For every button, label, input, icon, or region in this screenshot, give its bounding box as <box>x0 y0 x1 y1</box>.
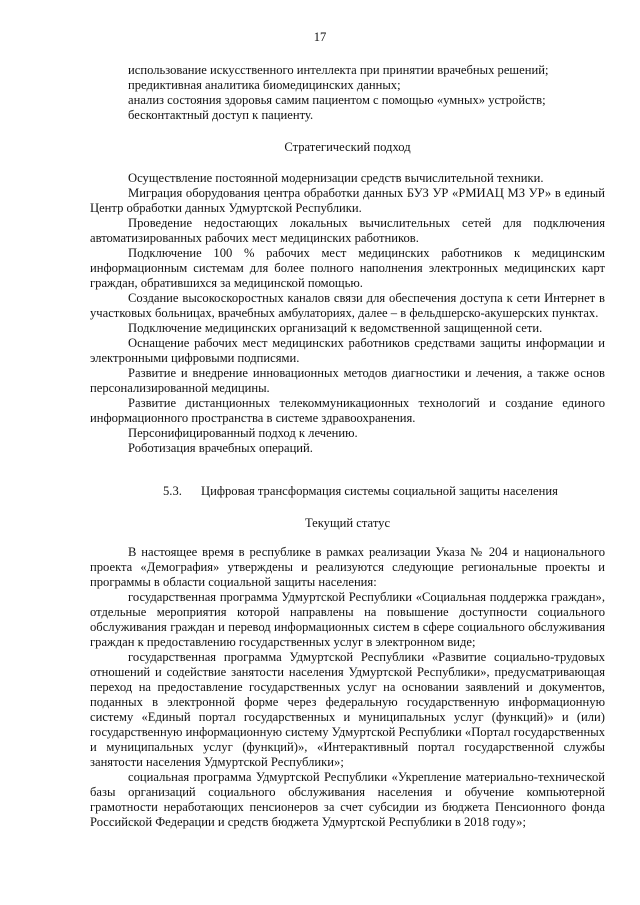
list-item: Персонифицированный подход к лечению. <box>128 426 358 440</box>
list-item: Оснащение рабочих мест медицинских работников средствами защиты информации и электронными цифровыми подписями. <box>90 336 605 365</box>
paragraph: государственная программа Удмуртской Республики «Развитие социально-трудовых отношений и содействие занятости населения Удмуртской Республики», предусматривающая переход на предоставление государственных услуг на основании заявлений и документов, поданных в электронной форме через федеральную государственную информационную систему «Единый портал государственных и муниципальных услуг (функций)» и (или) государственную информационную систему Удмуртской Республики «Портал государственных и муниципальных услуг (функций)», «Интерактивный портал государственной службы занятости населения Удмуртской Республики»; <box>90 650 605 769</box>
paragraph: В настоящее время в республике в рамках реализации Указа № 204 и национального проекта «Демография» утверждены и реализуются следующие региональные проекты и программы в области социальной защиты населения: <box>90 545 605 589</box>
status-body <box>90 545 605 830</box>
list-item: Осуществление постоянной модернизации средств вычислительной техники. <box>128 171 544 185</box>
strategy-heading: Стратегический подход <box>284 140 411 154</box>
list-item: Развитие и внедрение инновационных методов диагностики и лечения, а также основ персонализированной медицины. <box>90 366 605 395</box>
list-item: анализ состояния здоровья самим пациентом с помощью «умных» устройств; <box>128 93 546 107</box>
list-item: Создание высокоскоростных каналов связи для обеспечения доступа к сети Интернет в участковых больницах, врачебных амбулаториях, далее – в фельдшерско-акушерских пунктах. <box>90 291 605 320</box>
paragraph: государственная программа Удмуртской Республики «Социальная поддержка граждан», отдельные мероприятия которой направлены на повышение доступности социального обслуживания граждан и перевод информационных систем в сфере социального обслуживания граждан к предоставлению государственных услуг в электронном виде; <box>90 590 605 649</box>
page-number: 17 <box>313 30 327 44</box>
list-item: Роботизация врачебных операций. <box>128 441 313 455</box>
list-item: Подключение 100 % рабочих мест медицинских работников к медицинским информационным системам для более полного наполнения электронных медицинских карт граждан, обратившихся за медицинской помощью. <box>90 246 605 290</box>
list-item: Проведение недостающих локальных вычислительных сетей для подключения автоматизированных рабочих мест медицинских работников. <box>90 216 605 245</box>
list-item: использование искусственного интеллекта при принятии врачебных решений; <box>128 63 549 77</box>
paragraph: социальная программа Удмуртской Республики «Укрепление материально-технической базы организаций социального обслуживания населения и обучение компьютерной грамотности неработающих пенсионеров за счет субсидии из бюджета Пенсионного фонда Российской Федерации и средств бюджета Удмуртской Республики в 2018 году»; <box>90 770 605 829</box>
strategy-list <box>90 171 605 456</box>
top-list <box>90 63 605 123</box>
list-item: Миграция оборудования центра обработки данных БУЗ УР «РМИАЦ МЗ УР» в единый Центр обработки данных Удмуртской Республики. <box>90 186 605 215</box>
list-item: предиктивная аналитика биомедицинских данных; <box>128 78 401 92</box>
status-heading: Текущий статус <box>304 516 391 530</box>
list-item: бесконтактный доступ к пациенту. <box>128 108 314 122</box>
section-number: 5.3. <box>163 484 182 498</box>
section-heading <box>163 484 603 499</box>
section-title: Цифровая трансформация системы социальной защиты населения <box>201 484 558 498</box>
list-item: Развитие дистанционных телекоммуникационных технологий и создание единого информационного пространства в системе здравоохранения. <box>90 396 605 425</box>
list-item: Подключение медицинских организаций к ведомственной защищенной сети. <box>128 321 543 335</box>
